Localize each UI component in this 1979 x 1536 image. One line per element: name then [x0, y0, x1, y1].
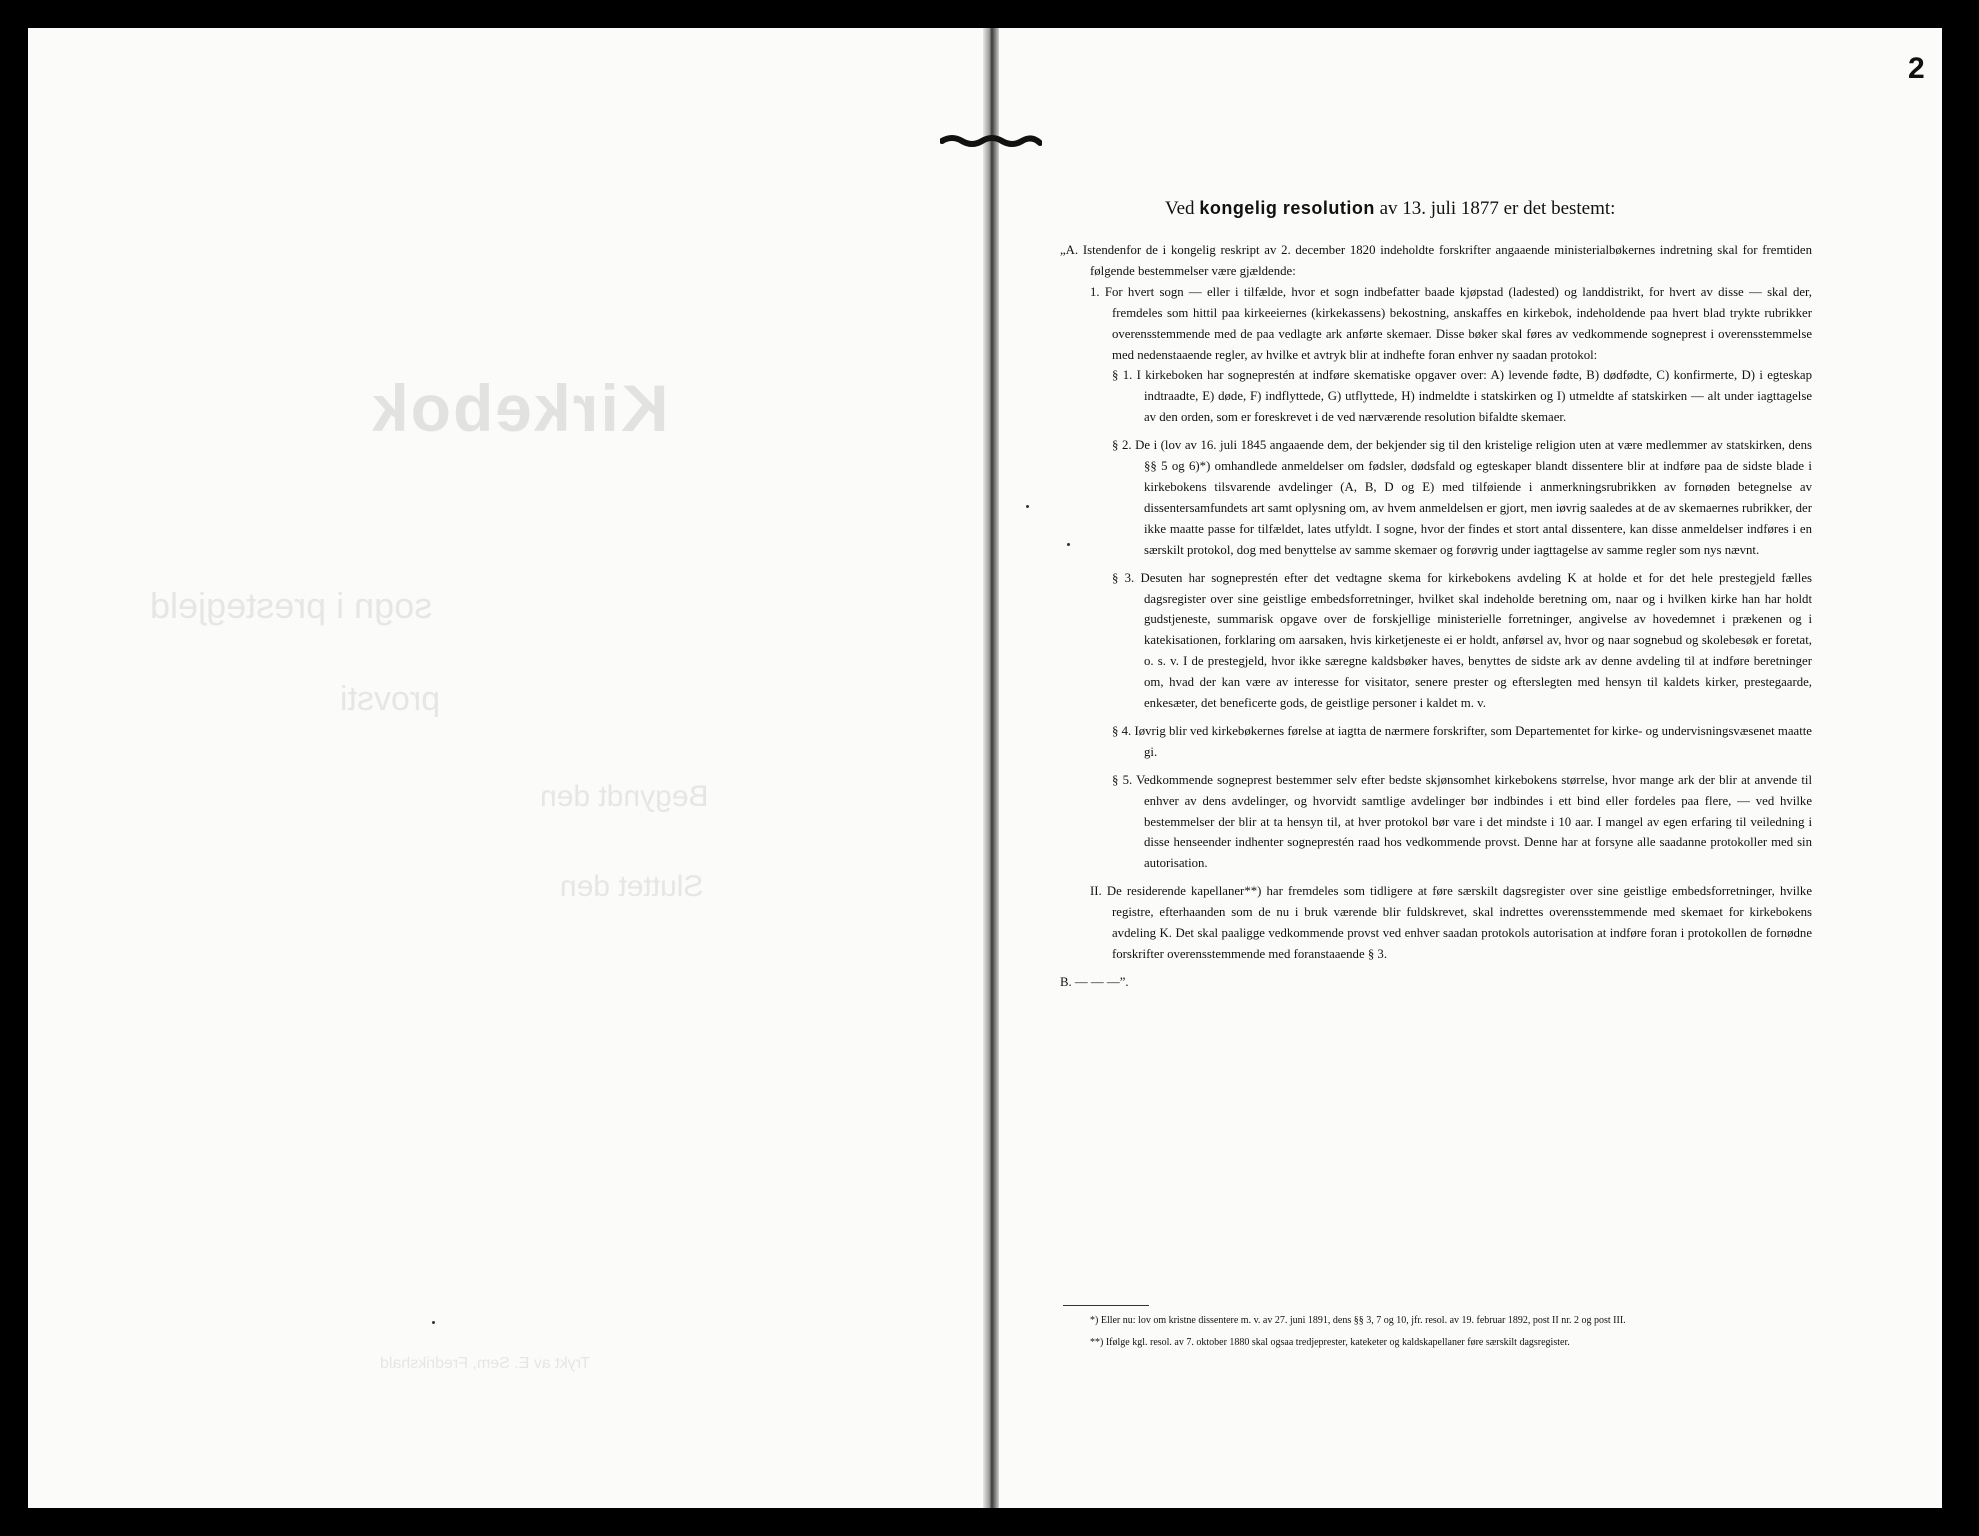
paragraph: 1. For hvert sogn — eller i tilfælde, hvor et sogn indbefatter baade kjøpstad (ladested) og landdistrikt, for hvert av disse — skal der, fremdeles som hittil paa kirkeeiernes (kirkekassens) bekostning, anskaffes en kirkebok, indeholdende paa hvert blad trykte rubrikker overensstemmende med de paa vedlagte ark anførte skemaer. Disse bøker skal føres av vedkommende sogneprest i overensstemmelse med nedenstaaende regler, av hvilke et avtryk blir at indhefte foran enhver ny saadan protokol:	[1090, 284, 1812, 362]
bleed-through-title: Kirkebok	[370, 371, 669, 445]
footnote-rule	[1063, 1305, 1149, 1306]
bleed-through-line: sogn i prestegjeld	[150, 585, 433, 626]
paragraph-gap	[1060, 428, 1812, 435]
speck	[432, 1321, 435, 1324]
resolution-text	[1060, 240, 1812, 993]
heading-bold: kongelig resolution	[1199, 198, 1375, 218]
bleed-through-printer: Trykt av E. Sem, Fredrikshald	[380, 1355, 591, 1372]
paragraph: § 4. Iøvrig blir ved kirkebøkernes førelse at iagtta de nærmere forskrifter, som Departementet for kirke- og undervisningsvæsenet maatte gi.	[1112, 723, 1812, 759]
heading-suffix: av 13. juli 1877 er det bestemt:	[1379, 198, 1616, 219]
paragraph-gap	[1060, 561, 1812, 568]
paragraph-gap	[1060, 874, 1812, 881]
paragraph-gap	[1060, 714, 1812, 721]
footnote-2: **) Ifølge kgl. resol. av 7. oktober 1880 skal ogsaa tredjeprester, kateketer og kaldskapellaner føre særskilt dagsregister.	[1090, 1337, 1570, 1348]
paragraph-gap	[1060, 965, 1812, 972]
heading-prefix: Ved	[1165, 198, 1195, 219]
footnote-1: *) Eller nu: lov om kristne dissentere m. v. av 27. juni 1891, dens §§ 3, 7 og 10, jfr. resol. av 19. februar 1892, post II nr. 2 og post III.	[1090, 1315, 1626, 1326]
bleed-through-line: Sluttet den	[560, 870, 704, 903]
paragraph: B. — — —”.	[1060, 974, 1129, 989]
speck	[1026, 505, 1029, 508]
paragraph: § 1. I kirkeboken har sogneprestén at indføre skematiske opgaver over: A) levende fødte, B) dødfødte, C) konfirmerte, D) i egteskap indtraadte, E) døde, F) indflyttede, G) utflyttede, H) indmeldte i statskirken og I) utmeldte af statskirken — alt under iagttagelse av den orden, som er foreskrevet i de ved nærværende resolution bifaldte skemaer.	[1112, 368, 1812, 425]
paragraph-gap	[1060, 763, 1812, 770]
paragraph: § 2. De i (lov av 16. juli 1845 angaaende dem, der bekjender sig til den kristelige religion uten at være medlemmer av statskirken, dens §§ 5 og 6)*) omhandlede anmeldelser om fødsler, dødsfald og egteskaper blandt dissentere blir at indføre paa de sidste blade i kirkebokens tilsvarende avdelinger (A, B, D og E) med tilføiende i anmerkningsrubrikken av fornøden betegnelse av dissentersamfundets art samt oplysning om, av hvem anmeldelsen er gjort, men iøvrig saaledes at de av skemaernes rubrikker, der ikke maatte passe for tilfældet, lates utfyldt. I sogne, hvor der findes et stort antal dissentere, kan disse anmeldelser indføres i en særskilt protokol, dog med benyttelse av samme skemaer og forøvrig under iagttagelse av samme regler som nys nævnt.	[1112, 438, 1812, 557]
binding-clip	[940, 134, 1042, 148]
paragraph: „A. Istendenfor de i kongelig reskript av 2. december 1820 indeholdte forskrifter angaaende ministerialbøkernes indretning skal for fremtiden følgende bestemmelser være gjældende:	[1060, 243, 1812, 278]
page-number: 2	[1908, 52, 1925, 85]
paragraph: II. De residerende kapellaner**) har fremdeles som tidligere at føre særskilt dagsregister over sine geistlige embedsforretninger, hvilke registre, efterhaanden som de nu i bruk værende blir fuldskrevet, skal indrettes overensstemmende med skemaet for kirkebokens avdeling K. Det skal paaligge vedkommende provst ved enhver saadan protokols autorisation at indføre foran i protokollen de fornødne forskrifter overensstemmende med foranstaaende § 3.	[1090, 884, 1812, 961]
page-heading	[1165, 198, 1615, 220]
left-page	[28, 28, 983, 1508]
paragraph: § 3. Desuten har sogneprestén efter det vedtagne skema for kirkebokens avdeling K at holde et for det hele prestegjeld fælles dagsregister over sine geistlige embedsforretninger, hvilket skal indeholde beretning om, naar og i hvilken kirke han har holdt gudstjeneste, summarisk opgave over de forskjellige ministerielle forretninger, angivelse av hovedemnet i prækenen og i katekisationen, forklaring om aarsaken, hvis kirketjeneste ei er holdt, anførsel av, hvor og naar sognebud og skolebesøk er foretat, o. s. v. I de prestegjeld, hvor ikke særegne kaldsbøker haves, benyttes de sidste ark av denne avdeling til at indføre beretninger om, hvad der kan være av interesse for visitator, senere prester og efterslegten med hensyn til kaldets kirker, prestegaarde, enkesæter, det beneficerte gods, de geistlige personer i kaldet m. v.	[1112, 570, 1812, 711]
bleed-through-line: provsti	[340, 680, 441, 718]
bleed-through-line: Begyndt den	[540, 780, 709, 813]
paragraph: § 5. Vedkommende sogneprest bestemmer selv efter bedste skjønsomhet kirkebokens størrelse, hvor mange ark der blir at anvende til enhver av dens avdelinger, og hvorvidt samtlige avdelinger bør indbindes i ett bind eller fordeles paa flere, — ved hvilke bestemmelser der blir at ta hensyn til, at hver protokol bør vare i det mindste i 10 aar. I mangel av egen erfaring til veiledning i disse henseender indhenter sogneprestén raad hos vedkommende provst. Denne har at forsyne alle saadanne protokoller med sin autorisation.	[1112, 772, 1812, 871]
book-spine	[983, 28, 999, 1508]
